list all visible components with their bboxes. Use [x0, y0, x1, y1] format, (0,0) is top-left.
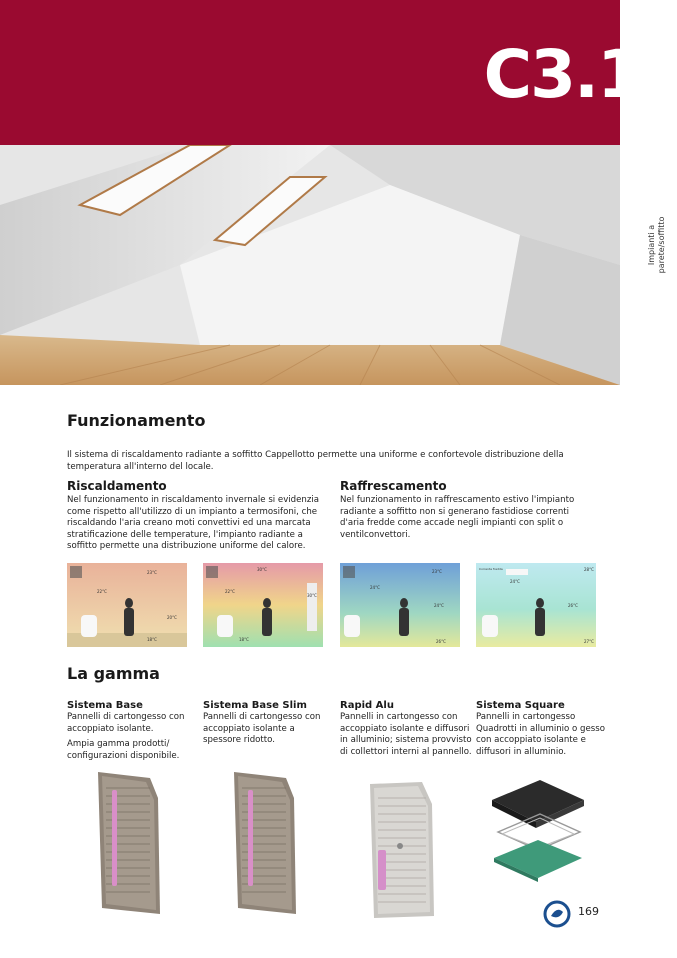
thumb-label: 26°C: [568, 603, 578, 608]
thumb-label: 23°C: [432, 569, 442, 574]
heating-ceiling-thumb: [67, 563, 187, 647]
side-tab-line1: Impianti a: [647, 224, 656, 266]
thumb-label: 23°C: [147, 570, 157, 575]
funzionamento-heading: Funzionamento: [67, 411, 206, 430]
funzionamento-intro: Il sistema di riscaldamento radiante a soffitto Cappellotto permette una uniforme e confortevole distribuzione della temperatura all'interno del locale.: [67, 450, 564, 472]
gamma-item-desc: Pannelli di cartongesso con accoppiato isolante.: [67, 712, 185, 734]
gamma-item-name: Sistema Base: [67, 700, 143, 711]
thumb-label: 30°C: [257, 567, 267, 572]
gamma-item-extra: Ampia gamma prodotti/ configurazioni disponibile.: [67, 739, 180, 761]
thumb-label: 26°C: [436, 639, 446, 644]
gamma-item-base-slim: [203, 700, 335, 747]
thumb-label: 22°C: [97, 589, 107, 594]
thumb-label: Corrente fredda: [479, 567, 503, 571]
gamma-item-desc: Pannelli in cartongesso Quadrotti in alluminio o gesso con accoppiato isolante e diffusori in alluminio.: [476, 712, 605, 757]
side-tab-line2: parete/soffitto: [657, 216, 666, 274]
thumb-label: 24°C: [370, 585, 380, 590]
riscaldamento-heading: Riscaldamento: [67, 479, 167, 493]
thumb-label: 22°C: [225, 589, 235, 594]
gamma-item-rapid-alu: [340, 700, 472, 758]
gamma-item-square: [476, 700, 608, 758]
gamma-item-base: [67, 700, 199, 762]
cooling-ceiling-thumb: [340, 563, 460, 647]
thumb-label: 28°C: [584, 567, 594, 572]
gamma-item-desc: Pannelli di cartongesso con accoppiato isolante a spessore ridotto.: [203, 712, 321, 746]
rapid-alu-panel-image: [366, 780, 438, 920]
gamma-item-name: Sistema Base Slim: [203, 700, 307, 711]
raffrescamento-text: Nel funzionamento in raffrescamento estivo l'impianto radiante a soffitto non si generano fastidiose correnti d'aria fredde come accade negli impianti con split o ventilconvettori.: [340, 495, 575, 540]
base-slim-panel-image: [228, 768, 300, 916]
base-panel-image: [92, 768, 164, 916]
hero-attic-room-photo: [0, 145, 620, 385]
gamma-item-name: Rapid Alu: [340, 700, 394, 711]
cooling-split-thumb: [476, 563, 596, 647]
riscaldamento-text: Nel funzionamento in riscaldamento invernale si evidenzia come rispetto all'utilizzo di un impianto a termosifoni, che riscaldando l'aria creano moti convettivi ed una marcata stratificazione delle temperature, l'impianto radiante a soffitto permette una distribuzione uniforme del calore.: [67, 495, 320, 551]
thumb-label: 18°C: [239, 637, 249, 642]
thumb-label: 24°C: [434, 603, 444, 608]
thumb-label: 30°C: [307, 593, 317, 598]
page-number: 169: [578, 905, 599, 918]
heating-radiator-thumb: [203, 563, 323, 647]
thumb-label: 24°C: [510, 579, 520, 584]
thumb-label: 18°C: [147, 637, 157, 642]
side-tab: [642, 215, 672, 275]
gamma-heading: La gamma: [67, 664, 160, 683]
thumb-label: 20°C: [167, 615, 177, 620]
cappellotto-logo-icon: [543, 900, 571, 928]
raffrescamento-heading: Raffrescamento: [340, 479, 447, 493]
chapter-code: C3.1: [483, 36, 641, 113]
gamma-item-name: Sistema Square: [476, 700, 565, 711]
thumb-label: 27°C: [584, 639, 594, 644]
gamma-item-desc: Pannelli in cartongesso con accoppiato isolante e diffusori in alluminio; sistema provvisto di collettori interni al pannello.: [340, 712, 472, 757]
square-panel-image: [484, 778, 588, 884]
